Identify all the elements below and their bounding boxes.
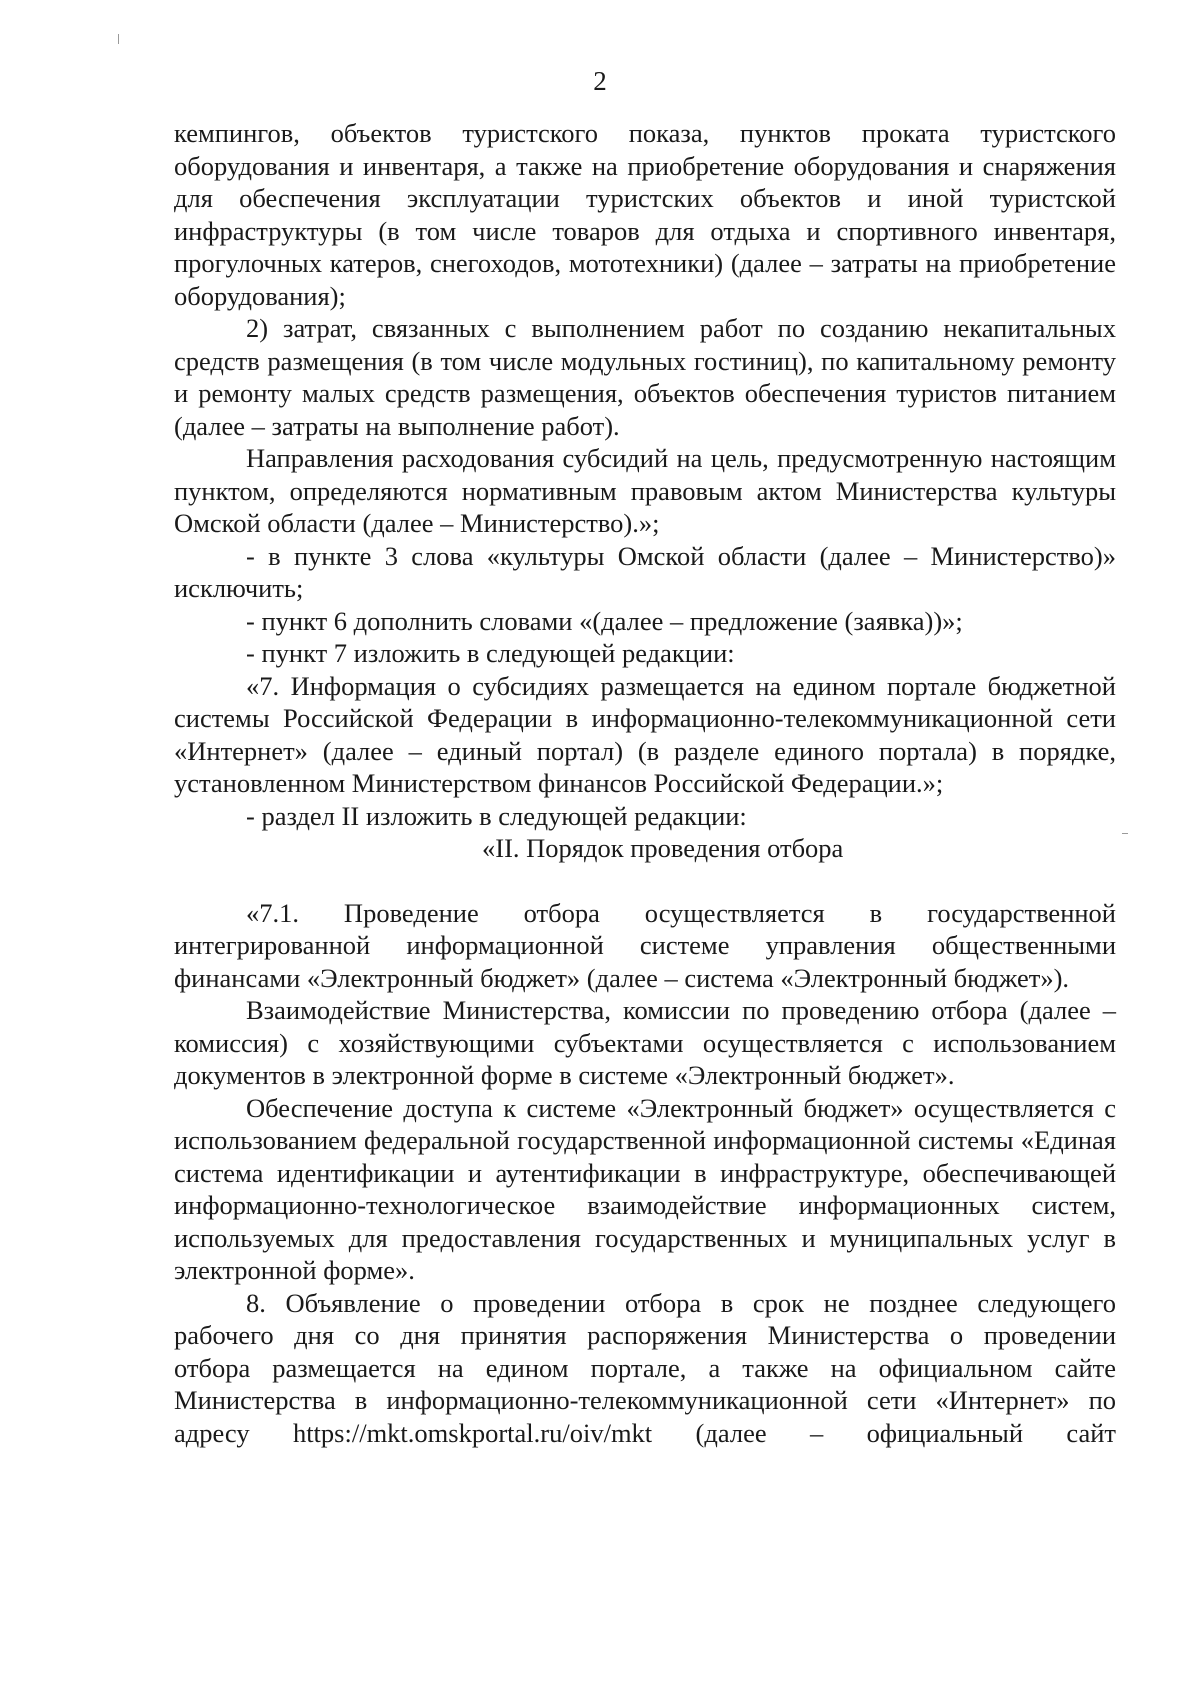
paragraph-line: адресу https://mkt.omskportal.ru/oiv/mkt (далее – официальный сайт [174,1417,1116,1448]
page-number: 2 [593,66,607,96]
paragraph-line: Министерства в информационно-телекоммуникационной сети «Интернет» по [174,1385,1116,1415]
scan-mark [1122,833,1128,834]
paragraph-line: рабочего дня со дня принятия распоряжения Министерства о проведении [174,1320,1116,1350]
paragraph-item-7-amendment: - пункт 7 изложить в следующей редакции: [246,638,735,668]
paragraph-equipment-costs: кемпингов, объектов туристского показа, пунктов проката туристского оборудования и инвентаря, а также на приобретение оборудования и снаряжения для обеспечения эксплуатации туристских объектов и иной туристской инфраструктуры (в том числе товаров для отдыха и спортивного инвентаря, прогулочных катеров, снегоходов, мототехники) (далее – затраты на приобретение оборудования); [174,118,1116,311]
section-heading: «II. Порядок проведения отбора [482,833,844,863]
paragraph-item-8 [174,1287,1116,1450]
paragraph-section-2-amendment: - раздел II изложить в следующей редакции: [246,800,747,831]
paragraph-access: Обеспечение доступа к системе «Электронный бюджет» осуществляется с использованием федеральной государственной информационной системы «Единая система идентификации и аутентификации в инфраструктуре, обеспечивающей информационно-технологическое взаимодействие информационных систем, используемых для предоставления государственных и муниципальных услуг в электронной форме». [174,1092,1116,1285]
scan-mark [118,34,119,44]
paragraph-line: 8. Объявление о проведении отбора в срок не позднее следующего [246,1287,1116,1318]
paragraph-subsidy-directions: Направления расходования субсидий на цель, предусмотренную настоящим пунктом, определяются нормативным правовым актом Министерства культуры Омской области (далее – Министерство).»; [174,443,1116,538]
paragraph-item-7-1: «7.1. Проведение отбора осуществляется в государственной интегрированной информационной системе управления общественными финансами «Электронный бюджет» (далее – система «Электронный бюджет»). [174,897,1116,993]
document-body [174,117,1116,1449]
paragraph-works-costs: 2) затрат, связанных с выполнением работ по созданию некапитальных средств размещения (в том числе модульных гостиниц), по капитальному ремонту и ремонту малых средств размещения, объектов обеспечения туристов питанием (далее – затраты на выполнение работ). [174,313,1116,441]
paragraph-item-3-amendment: - в пункте 3 слова «культуры Омской области (далее – Министерство)» исключить; [174,540,1116,603]
paragraph-item-6-amendment: - пункт 6 дополнить словами «(далее – предложение (заявка))»; [246,605,963,636]
paragraph-line: отбора размещается на едином портале, а также на официальном сайте [174,1352,1116,1383]
paragraph-interaction: Взаимодействие Министерства, комиссии по проведению отбора (далее – комиссия) с хозяйствующими субъектами осуществляется с использованием документов в электронной форме в системе «Электронный бюджет». [174,995,1116,1090]
paragraph-item-7-text: «7. Информация о субсидиях размещается на едином портале бюджетной системы Российской Федерации в информационно-телекоммуникационной сети «Интернет» (далее – единый портал) (в разделе единого портала) в порядке, установленном Министерством финансов Российской Федерации.»; [174,670,1116,798]
